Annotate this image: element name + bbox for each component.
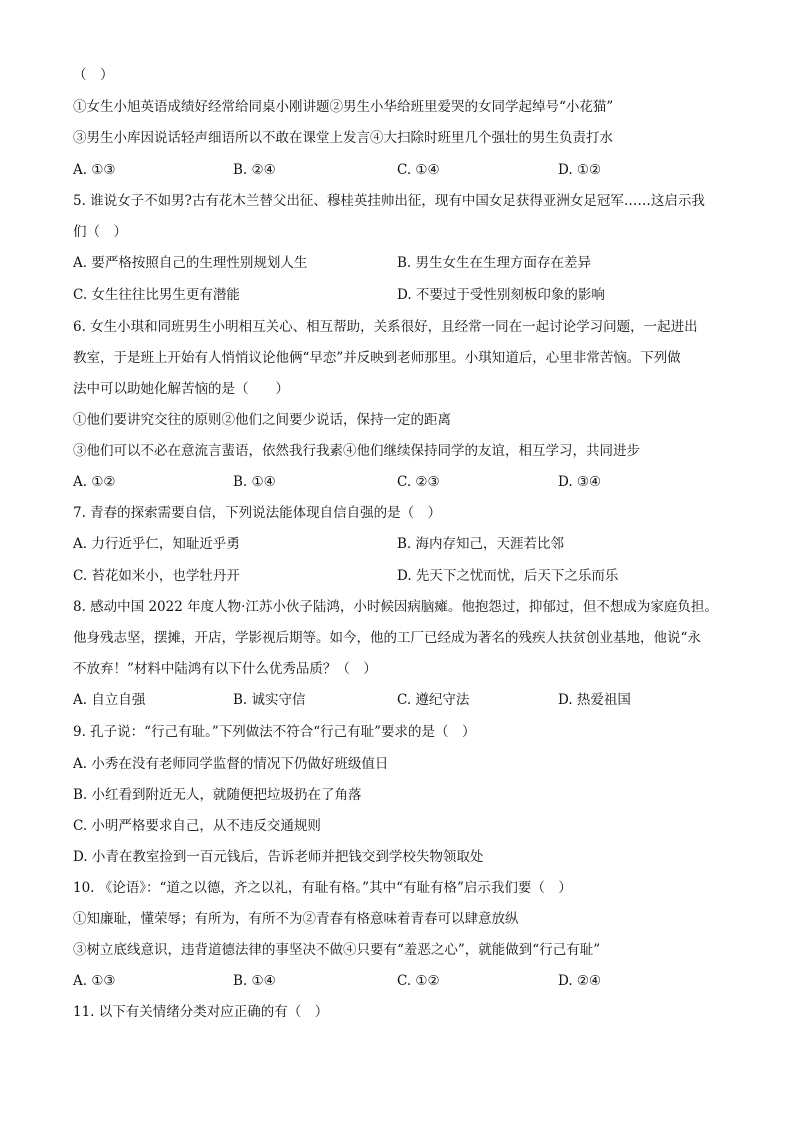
q7-stem: 7. 青春的探索需要自信，下列说法能体现自信自强的是（ ） <box>73 505 442 521</box>
q6-option-c: C. ②③ <box>397 474 440 490</box>
q6-option-d: D. ③④ <box>558 474 602 490</box>
q7-option-a: A. 力行近乎仁，知耻近乎勇 <box>73 536 240 552</box>
q6-statement-2: ③他们可以不必在意流言蜚语，依然我行我素④他们继续保持同学的友谊，相互学习，共同进步 <box>73 443 640 459</box>
q4-statement-1: ①女生小旭英语成绩好经常给同桌小刚讲题②男生小华给班里爱哭的女同学起绰号“小花猫” <box>73 99 614 115</box>
q9-option-b: B. 小红看到附近无人，就随便把垃圾扔在了角落 <box>73 787 362 803</box>
q4-option-d: D. ①② <box>558 162 602 178</box>
q9-option-d: D. 小青在教室捡到一百元钱后，告诉老师并把钱交到学校失物领取处 <box>73 849 484 865</box>
q6-stem-line-3: 法中可以助她化解苦恼的是（ ） <box>73 381 289 397</box>
q6-stem-line-2: 教室，于是班上开始有人悄悄议论他俩“早恋”并反映到老师那里。小琪知道后，心里非常苦恼。下列做 <box>73 350 681 366</box>
q9-option-c: C. 小明严格要求自己，从不违反交通规则 <box>73 818 321 834</box>
q4-paren: （ ） <box>73 67 114 83</box>
q8-option-c: C. 遵纪守法 <box>397 692 470 708</box>
q8-stem-line-2: 他身残志坚，摆摊，开店，学影视后期等。如今，他的工厂已经成为著名的残疾人扶贫创业基地，他说“永 <box>73 630 701 646</box>
q5-option-a: A. 要严格按照自己的生理性别规划人生 <box>73 255 308 271</box>
q6-statement-1: ①他们要讲究交往的原则②他们之间要少说话，保持一定的距离 <box>73 412 451 428</box>
q6-option-b: B. ①④ <box>233 474 276 490</box>
q5-option-d: D. 不要过于受性别刻板印象的影响 <box>397 287 605 303</box>
q10-option-d: D. ②④ <box>558 973 602 989</box>
q6-stem-line-1: 6. 女生小琪和同班男生小明相互关心、相互帮助，关系很好，且经常一同在一起讨论学习问题，一起进出 <box>73 319 698 335</box>
q4-option-a: A. ①③ <box>73 162 116 178</box>
q7-option-b: B. 海内存知己，天涯若比邻 <box>397 536 565 552</box>
q5-stem-line-1: 5. 谁说女子不如男?古有花木兰替父出征、穆桂英挂帅出征，现有中国女足获得亚洲女足冠军……这启示我 <box>73 193 705 209</box>
q6-option-a: A. ①② <box>73 474 116 490</box>
q5-stem-line-2: 们（ ） <box>73 224 127 240</box>
q10-statement-2: ③树立底线意识，违背道德法律的事坚决不做④只要有“羞恶之心”，就能做到“行己有耻” <box>73 942 601 958</box>
q4-option-b: B. ②④ <box>233 162 276 178</box>
q5-option-b: B. 男生女生在生理方面存在差异 <box>397 255 592 271</box>
q8-option-d: D. 热爱祖国 <box>558 692 631 708</box>
q5-option-c: C. 女生往往比男生更有潜能 <box>73 287 240 303</box>
q10-stem: 10. 《论语》：“道之以德，齐之以礼，有耻有格。”其中“有耻有格”启示我们要（ ） <box>73 880 572 896</box>
q7-option-c: C. 苔花如米小，也学牡丹开 <box>73 568 240 584</box>
q10-statement-1: ①知廉耻，懂荣辱；有所为，有所不为②青春有格意味着青春可以肆意放纵 <box>73 911 519 927</box>
q10-option-c: C. ①② <box>397 973 440 989</box>
q8-option-a: A. 自立自强 <box>73 692 146 708</box>
q7-option-d: D. 先天下之忧而忧，后天下之乐而乐 <box>397 568 619 584</box>
q9-stem: 9. 孔子说：“行己有耻。”下列做法不符合“行己有耻”要求的是（ ） <box>73 724 476 740</box>
q8-option-b: B. 诚实守信 <box>233 692 306 708</box>
q11-stem: 11. 以下有关情绪分类对应正确的有（ ） <box>73 1004 329 1020</box>
q4-statement-2: ③男生小库因说话轻声细语所以不敢在课堂上发言④大扫除时班里几个强壮的男生负责打水 <box>73 130 613 146</box>
q9-option-a: A. 小秀在没有老师同学监督的情况下仍做好班级值日 <box>73 756 389 772</box>
q10-option-b: B. ①④ <box>233 973 276 989</box>
q8-stem-line-1: 8. 感动中国 2022 年度人物·江苏小伙子陆鸿，小时候因病脑瘫。他抱怨过，抑郁过，但不想成为家庭负担。 <box>73 599 718 615</box>
q8-stem-line-3: 不放弃！”材料中陆鸿有以下什么优秀品质？（ ） <box>73 661 377 677</box>
q10-option-a: A. ①③ <box>73 973 116 989</box>
q4-option-c: C. ①④ <box>397 162 440 178</box>
